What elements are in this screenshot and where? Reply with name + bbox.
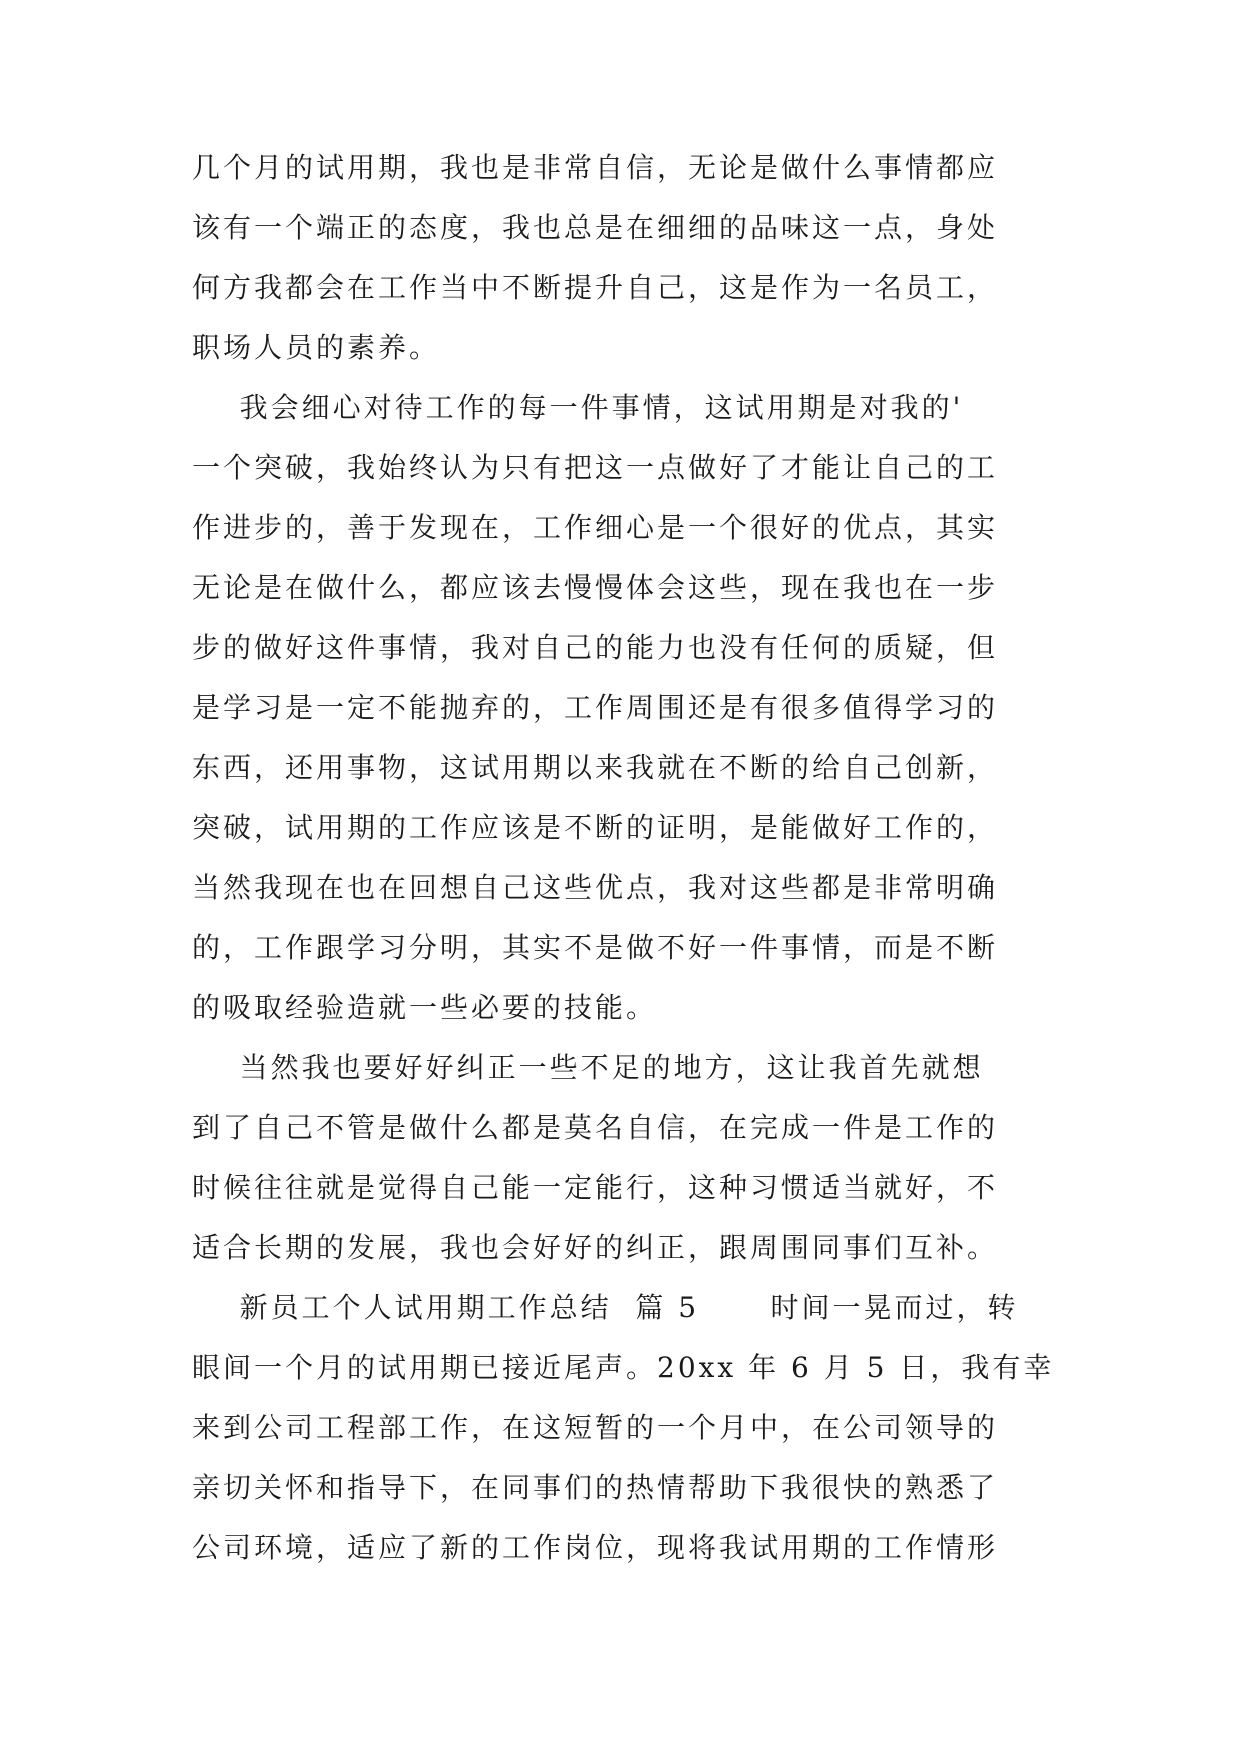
text-line: 我会细心对待工作的每一件事情，这试用期是对我的': [192, 391, 964, 424]
text-line: 适合长期的发展，我也会好好的纠正，跟周围同事们互补。: [192, 1231, 999, 1264]
text-line: 职场人员的素养。: [192, 331, 441, 364]
text-line: 无论是在做什么，都应该去慢慢体会这些，现在我也在一步: [192, 571, 999, 604]
text-line: 突破，试用期的工作应该是不断的证明，是能做好工作的，: [192, 811, 999, 844]
text-line: 的吸取经验造就一些必要的技能。: [192, 991, 658, 1024]
text-line: 亲切关怀和指导下，在同事们的热情帮助下我很快的熟悉了: [192, 1471, 999, 1504]
text-line: 几个月的试用期，我也是非常自信，无论是做什么事情都应: [192, 151, 999, 184]
text-line: 步的做好这件事情，我对自己的能力也没有任何的质疑，但: [192, 631, 999, 664]
text-line: 的，工作跟学习分明，其实不是做不好一件事情，而是不断: [192, 931, 999, 964]
text-line: 东西，还用事物，这试用期以来我就在不断的给自己创新，: [192, 751, 999, 784]
text-line: 公司环境，适应了新的工作岗位，现将我试用期的工作情形: [192, 1531, 999, 1564]
text-line: 来到公司工程部工作，在这短暂的一个月中，在公司领导的: [192, 1411, 999, 1444]
text-line: 该有一个端正的态度，我也总是在细细的品味这一点，身处: [192, 211, 999, 244]
text-line: 一个突破，我始终认为只有把这一点做好了才能让自己的工: [192, 451, 999, 484]
text-line: 时候往往就是觉得自己能一定能行，这种习惯适当就好，不: [192, 1171, 999, 1204]
text-line: 眼间一个月的试用期已接近尾声。20xx 年 6 月 5 日，我有幸: [192, 1351, 1055, 1384]
text-line: 当然我现在也在回想自己这些优点，我对这些都是非常明确: [192, 871, 999, 904]
text-line: 何方我都会在工作当中不断提升自己，这是作为一名员工，: [192, 271, 999, 304]
text-line: 当然我也要好好纠正一些不足的地方，这让我首先就想: [192, 1051, 984, 1084]
text-line: 是学习是一定不能抛弃的，工作周围还是有很多值得学习的: [192, 691, 999, 724]
text-line: 作进步的，善于发现在，工作细心是一个很好的优点，其实: [192, 511, 999, 544]
text-line: 到了自己不管是做什么都是莫名自信，在完成一件是工作的: [192, 1111, 999, 1144]
section-heading-line: 新员工个人试用期工作总结 篇 5 时间一晃而过，转: [192, 1291, 1019, 1324]
